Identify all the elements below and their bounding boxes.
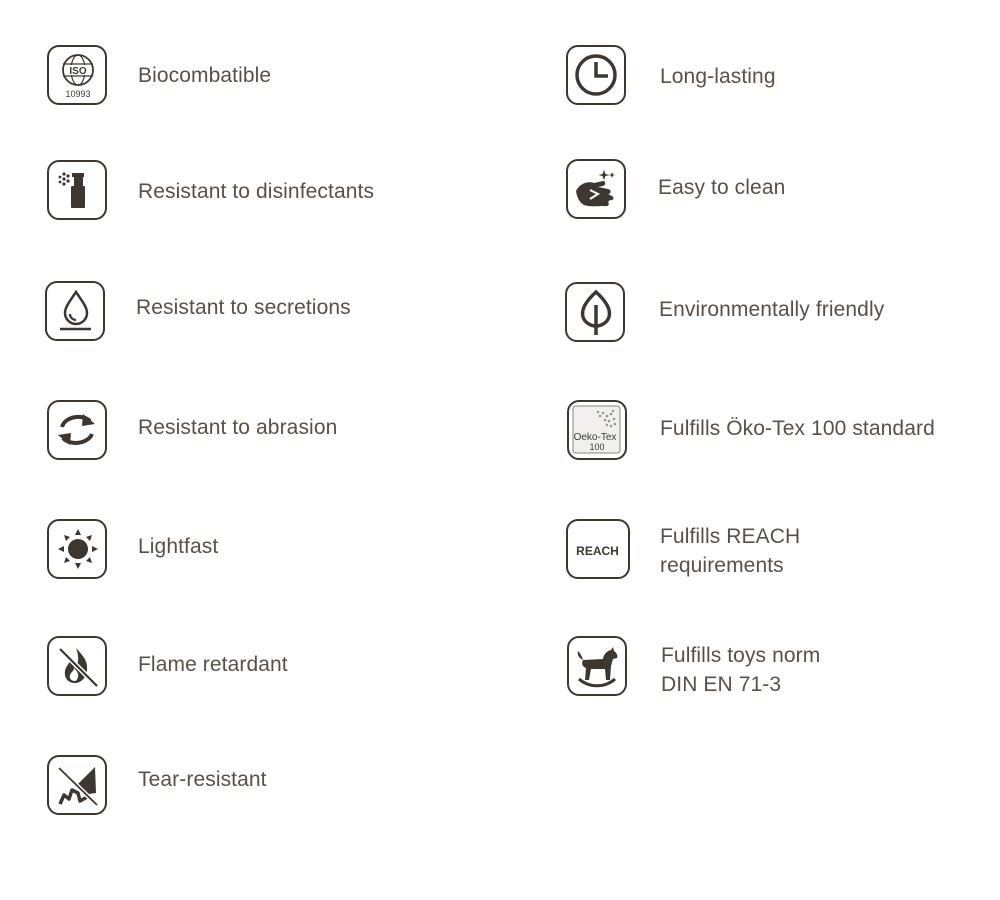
feature-label: Tear-resistant — [138, 768, 267, 791]
water-drop-icon — [45, 281, 105, 341]
feature-label-line: requirements — [660, 554, 784, 577]
feature-label: Resistant to secretions — [136, 296, 351, 319]
feature-label: Resistant to abrasion — [138, 416, 338, 439]
rocking-horse-icon — [567, 636, 627, 696]
feature-label-multiline — [660, 522, 800, 580]
spray-bottle-icon — [47, 160, 107, 220]
tear-icon — [47, 755, 107, 815]
iso-10993-icon — [47, 45, 107, 105]
feature-label-line: DIN EN 71-3 — [661, 673, 782, 696]
sun-icon — [47, 519, 107, 579]
leaf-icon — [565, 282, 625, 342]
no-flame-icon — [47, 636, 107, 696]
feature-label: Long-lasting — [660, 65, 776, 88]
cleaning-hand-icon — [566, 159, 626, 219]
feature-label-line: Fulfills toys norm — [661, 644, 821, 667]
oeko-tex-icon — [567, 400, 627, 460]
feature-label: Easy to clean — [658, 176, 786, 199]
reach-badge-text: REACH — [576, 544, 619, 558]
feature-label-line: Fulfills REACH — [660, 525, 801, 548]
feature-label: Flame retardant — [138, 653, 288, 676]
feature-label: Biocombatible — [138, 64, 272, 87]
iso-number-text: 10993 — [65, 89, 91, 99]
oeko-tex-badge-text: Oeko-Tex — [573, 432, 617, 443]
feature-label: Environmentally friendly — [659, 298, 885, 321]
rotation-arrows-icon — [47, 400, 107, 460]
feature-label: Fulfills Öko-Tex 100 standard — [660, 417, 935, 440]
clock-icon — [566, 45, 626, 105]
reach-icon — [566, 519, 630, 579]
feature-label-multiline — [661, 641, 820, 699]
feature-label: Lightfast — [138, 535, 219, 558]
oeko-tex-number-text: 100 — [589, 442, 605, 452]
iso-badge-text: ISO — [69, 66, 87, 77]
feature-label: Resistant to disinfectants — [138, 180, 375, 203]
